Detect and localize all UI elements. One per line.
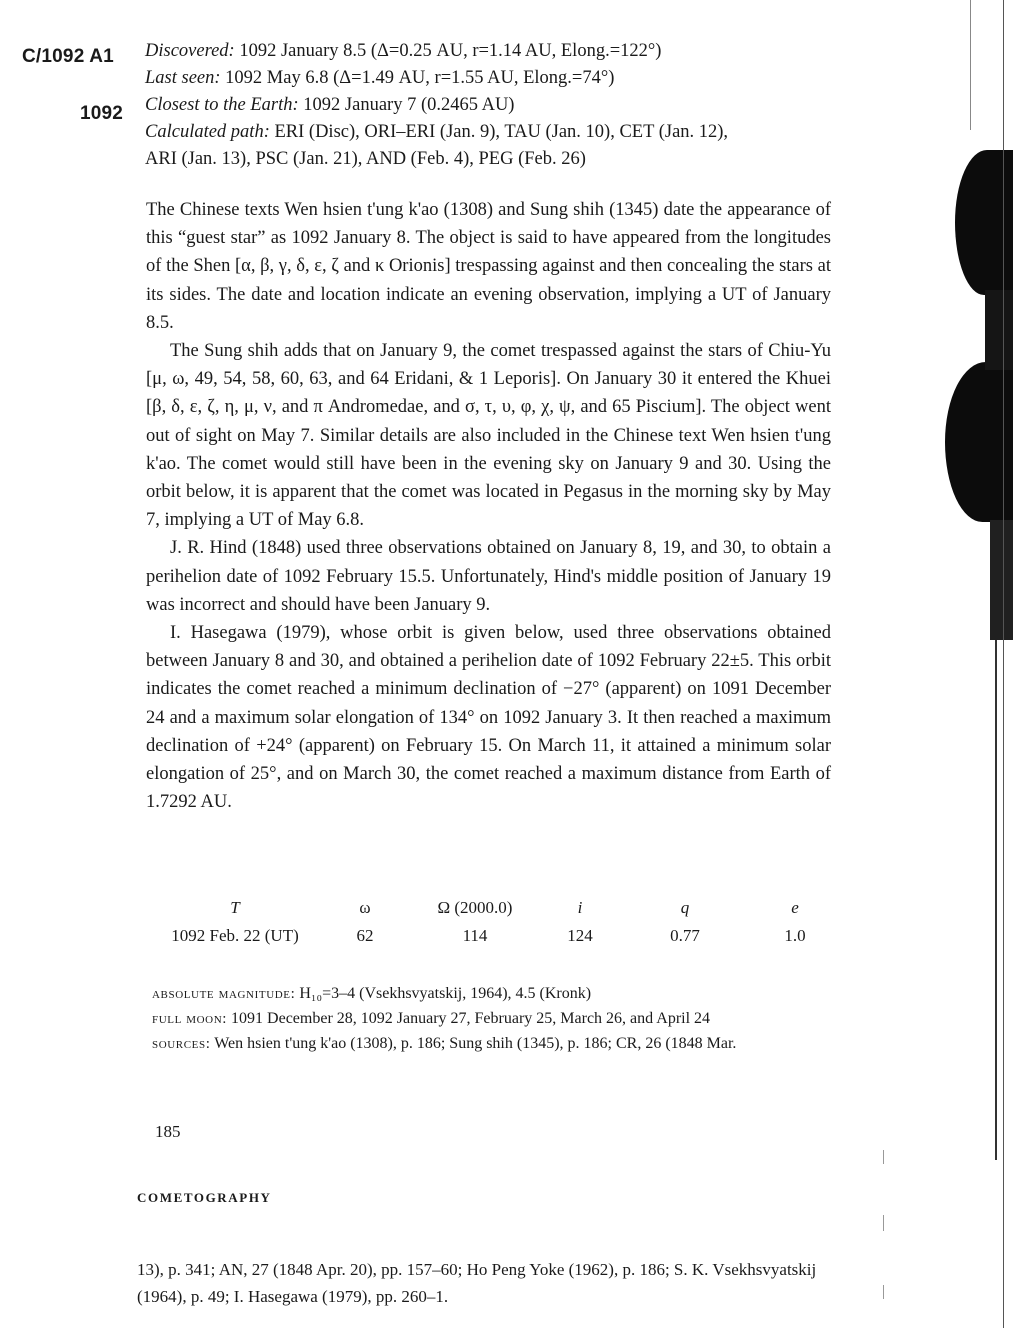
comet-designation: C/1092 A1 (22, 46, 114, 67)
paragraph-1: The Chinese texts Wen hsien t'ung k'ao (1308) and Sung shih (1345) date the appearance of this “guest star” as 1092 January 8. The object is said to have appeared from the longitudes of the Shen [α, β, γ, δ, ε, ζ and κ Orionis] trespassing against and then concealing the stars at its sides. The date and location indicate an evening observation, implying a UT of January 8.5. (146, 200, 831, 333)
discovered-value: 1092 January 8.5 (Δ=0.25 AU, r=1.14 AU, Elong.=122°) (234, 41, 662, 61)
header-T: T (230, 898, 240, 917)
header-i: i (577, 898, 583, 917)
scan-blot-lower (990, 520, 1013, 640)
paragraph-2: The Sung shih adds that on January 9, the comet trespassed against the stars of Chiu-Yu [μ, ω, 49, 54, 58, 60, 63, and 64 Eridani, & 1 Leporis]. On January 30 it entered the Khuei [β, δ, ε, ζ, η, μ, ν, and π Andromedae, and σ, τ, υ, φ, χ, ψ, and 65 Piscium]. The object went out of sight on May 7. Similar details are also included in the Chinese text Wen hsien t'ung k'ao. The comet would still have been in the evening sky on January 9 and 30. Using the orbit below, it is apparent that the comet was located in Pegasus in the morning sky by May 7, implying a UT of May 6.8. (146, 341, 831, 531)
paragraph-3: J. R. Hind (1848) used three observations obtained on January 8, 19, and 30, to obtain a perihelion date of 1092 February 15.5. Unfortunately, Hind's middle position of January 19 was incorrect and should have been January 9. (146, 538, 831, 615)
closest-label: Closest to the Earth: (145, 95, 299, 115)
value-e: 1.0 (784, 926, 806, 945)
scan-edge-line-2 (995, 640, 997, 1160)
last-seen-line (145, 65, 845, 92)
scan-dot-1 (883, 1150, 884, 1164)
path-line (145, 119, 845, 146)
full-moon-label: full moon: (152, 1011, 228, 1027)
last-seen-value: 1092 May 6.8 (Δ=1.49 AU, r=1.55 AU, Elong.=74°) (220, 68, 615, 88)
scan-blot-middle (985, 290, 1013, 370)
header-omega: ω (359, 898, 371, 917)
sources-label: sources: (152, 1036, 211, 1052)
value-omega: 62 (356, 926, 374, 945)
scan-dot-3 (883, 1285, 884, 1299)
absolute-magnitude-value: H₁₀=3–4 (Vsekhsvyatskij, 1964), 4.5 (Kronk) (295, 985, 592, 1002)
path-value-1: ERI (Disc), ORI–ERI (Jan. 9), TAU (Jan. 10), CET (Jan. 12), (269, 122, 729, 142)
full-moon-line (152, 1006, 710, 1032)
header-q: q (680, 898, 690, 917)
running-footer-title: COMETOGRAPHY (137, 1190, 272, 1205)
path-label: Calculated path: (145, 122, 270, 142)
value-T: 1092 Feb. 22 (UT) (171, 926, 299, 945)
sources-continuation: 13), p. 341; AN, 27 (1848 Apr. 20), pp. 157–60; Ho Peng Yoke (1962), p. 186; S. K. Vsekhsvyatskij (1964), p. 49; I. Hasegawa (1979), pp. 260–1. (137, 1260, 817, 1306)
header-node: Ω (2000.0) (437, 898, 513, 917)
scan-dot-2 (883, 1215, 884, 1231)
full-moon-value: 1091 December 28, 1092 January 27, February 25, March 26, and April 24 (227, 1010, 711, 1027)
scan-blot-top (955, 150, 1013, 295)
absolute-magnitude-line (152, 981, 591, 1007)
closest-value: 1092 January 7 (0.2465 AU) (298, 95, 515, 115)
sources-value: Wen hsien t'ung k'ao (1308), p. 186; Sung shih (1345), p. 186; CR, 26 (1848 Mar. (210, 1035, 737, 1052)
sources-line (152, 1031, 736, 1057)
value-node: 114 (462, 926, 488, 945)
scan-edge-line (1003, 0, 1004, 1328)
orbit-table (150, 898, 840, 946)
value-i: 124 (567, 926, 593, 945)
scan-edge-line-3 (970, 0, 971, 130)
orbit-header-row (150, 898, 840, 918)
body-text (146, 196, 831, 816)
path-line-2: ARI (Jan. 13), PSC (Jan. 21), AND (Feb. 4), PEG (Feb. 26) (145, 149, 586, 169)
orbit-data-row (150, 918, 840, 946)
comet-year: 1092 (80, 103, 124, 124)
header-e: e (791, 898, 799, 917)
page-number: 185 (155, 1122, 181, 1141)
closest-line (145, 92, 845, 119)
value-q: 0.77 (670, 926, 700, 945)
last-seen-label: Last seen: (145, 68, 221, 88)
paragraph-4: I. Hasegawa (1979), whose orbit is given below, used three observations obtained between January 8 and 30, and obtained a perihelion date of 1092 February 22±5. This orbit indicates the comet reached a minimum declination of −27° (apparent) on 1091 December 24 and a maximum solar elongation of 134° on 1092 January 3. It then reached a maximum declination of +24° (apparent) on February 15. On March 11, it attained a minimum solar elongation of 25°, and on March 30, the comet reached a maximum distance from Earth of 1.7292 AU. (146, 623, 831, 813)
comet-header-info (145, 38, 845, 173)
discovered-line (145, 38, 845, 65)
discovered-label: Discovered: (145, 41, 235, 61)
absolute-magnitude-label: absolute magnitude: (152, 986, 296, 1002)
